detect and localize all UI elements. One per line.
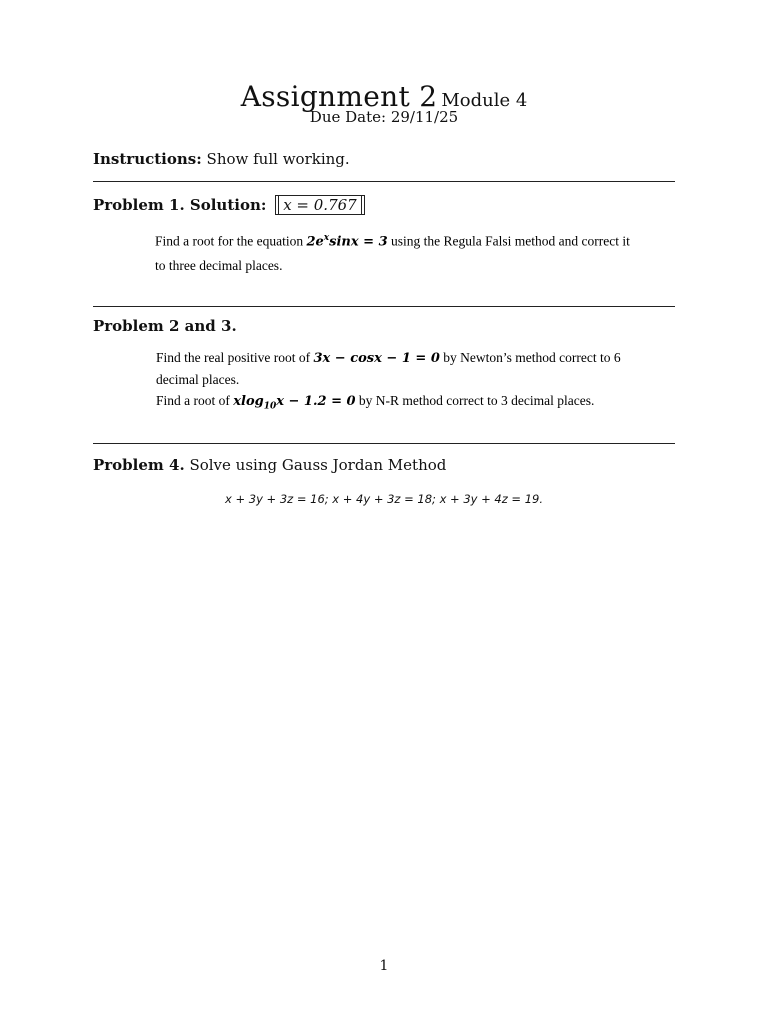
problem-1-heading — [93, 195, 365, 215]
instructions-label: Instructions: — [93, 150, 202, 168]
problem-2-text-post: by Newton’s method correct to 6 — [439, 350, 621, 365]
problem-3-text-post: by N-R method correct to 3 decimal places. — [355, 393, 595, 408]
problem-1-text-pre: Find a root for the equation — [155, 233, 307, 249]
problem-1-line-2: to three decimal places. — [155, 258, 283, 273]
due-date: Due Date: 29/11/25 — [309, 108, 459, 126]
problem-1-line-1 — [155, 233, 630, 250]
problem-3-equation-part-2: x − 1.2 = 0 — [276, 394, 356, 409]
problem-3-line — [156, 393, 594, 412]
section-divider — [93, 443, 675, 444]
problem-2-equation: 3x − cosx − 1 = 0 — [313, 351, 440, 366]
page-number: 1 — [379, 958, 389, 974]
section-divider — [93, 306, 675, 307]
assignment-title: Assignment 2 — [240, 80, 438, 113]
problem-1-text-post: using the Regula Falsi method and correct it — [387, 233, 630, 249]
problem-2-line-1 — [156, 350, 621, 366]
answer-value: x = 0.767 — [278, 195, 362, 215]
problem-4-text: Solve using Gauss Jordan Method — [189, 456, 447, 474]
problem-2-text-pre: Find the real positive root of — [156, 350, 314, 365]
gauss-jordan-equations: x + 3y + 3z = 16; x + 4y + 3z = 18; x + 3y + 4z = 19. — [225, 492, 543, 506]
module-label: Module 4 — [441, 90, 528, 111]
problem-4-heading — [93, 456, 446, 474]
problem-3-subscript: 10 — [263, 401, 277, 412]
problem-2-3-heading: Problem 2 and 3. — [93, 317, 237, 335]
problem-1-equation-part-1: 2e — [306, 234, 324, 250]
problem-1-exponent: x — [323, 233, 330, 243]
answer-box — [275, 195, 365, 215]
problem-3-equation-part-1: xlog — [233, 394, 264, 409]
problem-4-label: Problem 4. — [93, 456, 185, 474]
section-divider — [93, 181, 675, 182]
problem-3-text-pre: Find a root of — [156, 393, 234, 408]
instructions — [93, 150, 350, 168]
problem-1-equation-part-2: sinx = 3 — [329, 234, 388, 250]
problem-2-line-2: decimal places. — [156, 372, 240, 387]
problem-1-label: Problem 1. Solution: — [93, 196, 267, 214]
instructions-text: Show full working. — [206, 150, 350, 168]
